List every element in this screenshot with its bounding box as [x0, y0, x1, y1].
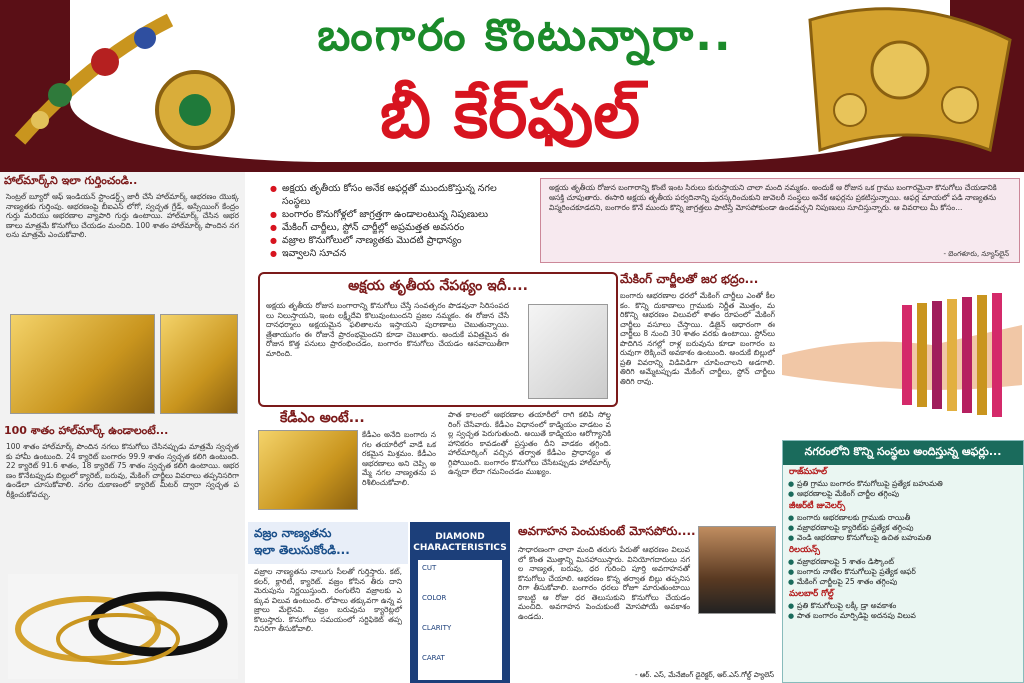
- diamond-chart-row: CLARITY: [422, 624, 452, 632]
- headline-line2: బీ కేర్‌ఫుల్: [379, 76, 641, 153]
- kdm-title: కేడీఎం అంటే...: [280, 410, 365, 426]
- making-charges-section: [620, 272, 775, 457]
- offer-item: ● ఆభరణాలపై మేకింగ్ చార్జీల తగ్గింపు: [783, 489, 1023, 499]
- offers-box: [782, 440, 1024, 683]
- highlights-list: [270, 182, 520, 262]
- diamond-chart-title: DIAMOND CHARACTERISTICS: [413, 532, 507, 553]
- offer-store-name: జీఆర్‌టీ జువెలర్స్: [789, 501, 846, 511]
- diamond-quality-title: వజ్రం నాణ్యతను ఇలా తెలుసుకోండి...: [248, 522, 408, 564]
- highlight-item: ● అక్షయ తృతీయ కోసం అనేక ఆఫర్లతో ముందుకొస్తున్న నగల సంస్థలు: [270, 182, 520, 208]
- kdm-continued-text: పాత కాలంలో ఆభరణాల తయారీలో రాగి కలిపి సోల్డరింగ్ చేసేవారు. కేడీఎం విధానంలో కాడ్మియం వాడటం వల్ల స్వచ్ఛత పెరుగుతుంది. అయితే కాడ్మియం ఆరోగ్యానికి హానికరం కావడంతో ప్రస్తుతం దీని వాడకం తగ్గింది. హాల్‌మార్కింగ్ వచ్చిన తర్వాత కేడీఎం ప్రాధాన్యం తగ్గిపోయింది. బంగారం కొనుగోలు చేసేటప్పుడు హాల్‌మార్క్ ఉన్నదా లేదా గమనించడం ముఖ్యం.: [448, 410, 611, 476]
- hallmark-heading: హాల్‌మార్క్‌ని ఇలా గుర్తించండి..: [4, 174, 138, 187]
- intro-text: అక్షయ తృతీయ రోజున బంగారాన్ని కొంటే ఇంట సిరులు కురుస్తాయని చాలా మంది నమ్మకం. అందుకే ఆ రోజున ఒక గ్రాము బంగారమైనా కొనుగోలు చేయడానికి ఆసక్తి చూపుతారు. ఈసారి అక్షయ తృతీయ పర్వదినాన్ని పురస్కరించుకుని జువెలరీ సంస్థలు అనేక ఆఫర్లను ప్రకటిస్తున్నాయి. ఆఫర్ల మాయలో పడి నాణ్యతను విస్మరించకూడదని, బంగారం కొనే ముందు కొన్ని జాగ్రత్తలు పాటిస్తే మోసపోకుండా ఉండవచ్చని నిపుణులు సూచిస్తున్నారు. ఆ వివరాలు మీ కోసం...: [549, 183, 997, 212]
- left-column: [0, 172, 245, 683]
- diamond-chart-row: CUT: [422, 564, 437, 572]
- hand-bangles-photo: [782, 275, 1024, 445]
- offer-item: ● పాత బంగారం మార్పిడిపై అదనపు విలువ: [783, 611, 1023, 621]
- expert-portrait-photo: [698, 526, 776, 614]
- gold-necklace-photo: [160, 314, 238, 414]
- offer-list: [783, 479, 1023, 499]
- offer-item: ● బంగారు నాణేల కొనుగోలుపై ప్రత్యేక ఆఫర్: [783, 567, 1023, 577]
- offer-item: ● ప్రతి కొనుగోలుపై లక్కీ డ్రా అవకాశం: [783, 601, 1023, 611]
- offer-store-name: రాజ్‌మహల్: [789, 467, 827, 477]
- gold-bangles-photo: [10, 314, 155, 414]
- hallmark-100-text: 100 శాతం హాల్‌మార్క్ పొందిన నగలు కొనుగోలు చేసినప్పుడు మాత్రమే స్వచ్ఛతకు హామీ ఉంటుంది. 24 క్యారెట్ బంగారం 99.9 శాతం స్వచ్ఛత కలిగి ఉంటుంది. 22 క్యారెట్ 91.6 శాతం, 18 క్యారెట్ 75 శాతం స్వచ్ఛత కలిగి ఉంటాయి. ఆభరణం కొనేటప్పుడు బిల్లులో క్యారెట్, బరువు, మేకింగ్ చార్జీలు వివరాలు తప్పనిసరిగా ఉండేలా చూసుకోవాలి. నగల దుకాణంలో క్యారెట్ మీటర్ ద్వారా స్వచ్ఛత పరీక్షించుకోవచ్చు.: [6, 442, 239, 499]
- awareness-text: సాధారణంగా చాలా మంది తరుగు పేరుతో ఆభరణం విలువలో కొంత మొత్తాన్ని మినహాయిస్తారు. వినియోగదారులు నగల నాణ్యత, బరువు, ధర గురించి పూర్తి అవగాహనతో కొనుగోలు చేయాలి. ఆభరణం కొన్న తర్వాత బిల్లు తప్పనిసరిగా తీసుకోవాలి. బంగారం ధరలు రోజూ మారుతుంటాయి కాబట్టి ఆ రోజు ధర తెలుసుకుని కొనుగోలు చేయడం మంచిది. అవగాహన పెంచుకుంటే మోసపోయే అవకాశం ఉండదు.: [518, 545, 690, 621]
- awareness-signature: - ఆర్. ఎస్, మేనేజింగ్ డైరెక్టర్, ఆర్.ఎస్.గోల్డ్ ప్యాలెస్: [634, 671, 774, 679]
- kdm-section: [258, 410, 438, 515]
- diamond-quality-section: [248, 522, 408, 683]
- offer-list: [783, 513, 1023, 543]
- intro-box: [540, 178, 1020, 263]
- akshaya-text: అక్షయ తృతీయ రోజున బంగారాన్ని కొనుగోలు చేస్తే సంవత్సరం పొడవునా సిరిసంపదలు నిలుస్తాయని, ఇంట లక్ష్మీదేవి కొలువుంటుందని ప్రజల నమ్మకం. ఈ రోజున చేసే దానధర్మాలు అక్షయమైన ఫలితాలను ఇస్తాయని పురాణాలు చెబుతున్నాయి. త్రేతాయుగం ఈ రోజునే ప్రారంభమైందని కూడా చెబుతారు. అందుకే పవిత్రమైన ఈ రోజున కొత్త పనులు ప్రారంభించడం, బంగారం కొనుగోలు చేయడం ఆనవాయితీగా మారింది.: [266, 301, 509, 358]
- hallmark-text: సెంట్రల్ బ్యూరో ఆఫ్ ఇండియన్ స్టాండర్డ్స్ జారీ చేసే హాల్‌మార్క్ ఆభరణం యొక్క నాణ్యతకు గుర్తింపు. ఆభరణంపై బీఐఎస్ లోగో, స్వచ్ఛత గ్రేడ్, అస్సేయింగ్ కేంద్రం గుర్తు మరియు ఆభరణాల వ్యాపారి గుర్తు ఉంటాయి. హాల్‌మార్క్ చేసిన ఆభరణాలు మాత్రమే కొనుగోలు చేయడం మంచిది. 100 శాతం హాల్‌మార్క్ పొందిన నగలను మాత్రమే ఎంచుకోవాలి.: [6, 192, 239, 239]
- offer-item: ● బంగారు ఆభరణాలకు గ్రాముకు రాయితీ: [783, 513, 1023, 523]
- diamond-chart-row: COLOR: [422, 594, 447, 602]
- offer-list: [783, 557, 1023, 587]
- diamond-characteristics-image: [410, 522, 510, 683]
- making-title: మేకింగ్ చార్జీలతో జర భద్రం...: [620, 272, 759, 286]
- diamond-quality-text: వజ్రాల నాణ్యతను నాలుగు సీలతో గుర్తిస్తారు. కట్, కలర్, క్లారిటీ, క్యారెట్. వజ్రం కోసిన తీరు దాని మెరుపును నిర్ణయిస్తుంది. రంగులేని వజ్రాలకు ఎక్కువ విలువ ఉంటుంది. లోపాలు తక్కువగా ఉన్న వజ్రాలు మేలైనవి. వజ్రం బరువును క్యారెట్లలో కొలుస్తారు. కొనుగోలు సమయంలో సర్టిఫికెట్ తప్పనిసరిగా తీసుకోవాలి.: [254, 567, 402, 633]
- hallmark-100-heading: 100 శాతం హాల్‌మార్క్ ఉండాలంటే...: [4, 424, 169, 437]
- offer-store-name: మలబార్ గోల్డ్: [789, 589, 834, 599]
- making-text: బంగారు ఆభరణాల ధరలో మేకింగ్ చార్జీలు ఎంతో కీలకం. కొన్ని దుకాణాలు గ్రాముకు నిర్ణీత మొత్తం, మరికొన్ని ఆభరణం విలువలో శాతం రూపంలో మేకింగ్ చార్జీలు వసూలు చేస్తాయి. డిజైన్ ఆధారంగా ఈ చార్జీలు 8 నుంచి 30 శాతం వరకు ఉంటాయి. స్టోన్‌లు పొదిగిన నగల్లో రాళ్ల బరువును కూడా బంగారం బరువుగా లెక్కించే అవకాశం ఉంటుంది. అందుకే బిల్లులో ప్రతి వివరాన్ని విడివిడిగా చూపించాలని అడగాలి. తిరిగి అమ్మేటప్పుడు మేకింగ్ చార్జీలు, స్టోన్ చార్జీలు తిరిగి రావు.: [620, 291, 775, 386]
- offer-item: ● వజ్రాభరణాలపై క్యారెట్‌కు ప్రత్యేక తగ్గింపు: [783, 523, 1023, 533]
- headline-line1: బంగారం కొంటున్నారా..: [317, 10, 733, 61]
- awareness-section: [514, 522, 780, 683]
- akshaya-box: [258, 272, 618, 407]
- offer-item: ● వజ్రాభరణాలపై 5 శాతం డిస్కౌంట్: [783, 557, 1023, 567]
- diamond-chart-row: CARAT: [422, 654, 445, 662]
- kdm-necklace-photo: [258, 430, 358, 510]
- offer-store-name: రిలయన్స్: [789, 545, 820, 555]
- kdm-text: కేడీఎం అనేది బంగారు నగల తయారీలో వాడే ఒక రకమైన మిశ్రమం. కేడీఎం ఆభరణాలు అని చెప్పి అమ్మే నగల నాణ్యతను పరిశీలించుకోవాలి.: [362, 430, 436, 487]
- highlight-item: ● మేకింగ్ చార్జీలు, స్టోన్ చార్జీల్లో అప్రమత్తత అవసరం: [270, 221, 520, 234]
- intro-signature: - బెంగళూరు, న్యూస్‌లైన్: [943, 250, 1009, 258]
- diamond-necklace-photo: [528, 304, 608, 399]
- highlight-item: ● వజ్రాల కొనుగోలులో నాణ్యతకు మొదటి ప్రాధాన్యం: [270, 234, 520, 247]
- offer-list: [783, 601, 1023, 621]
- highlight-item: ● ఇవ్వాలని సూచన: [270, 247, 520, 260]
- akshaya-title: అక్షయ తృతీయ నేపథ్యం ఇదీ....: [348, 278, 528, 294]
- offer-item: ● ప్రతి గ్రాము బంగారం కొనుగోలుపై ప్రత్యేక బహుమతి: [783, 479, 1023, 489]
- bangles-photo: [8, 574, 238, 679]
- awareness-title: అవగాహన పెంచుకుంటే మోసపోరు....: [518, 524, 696, 538]
- highlight-item: ● బంగారం కొనుగోళ్లలో జాగ్రత్తగా ఉండాలంటున్న నిపుణులు: [270, 208, 520, 221]
- offer-item: ● మేకింగ్ చార్జీలపై 25 శాతం తగ్గింపు: [783, 577, 1023, 587]
- offers-title: నగరంలోని కొన్ని సంస్థలు అందిస్తున్న ఆఫర్లు...: [783, 441, 1023, 465]
- offer-item: ● వెండి ఆభరణాల కొనుగోలుపై ఉచిత బహుమతి: [783, 533, 1023, 543]
